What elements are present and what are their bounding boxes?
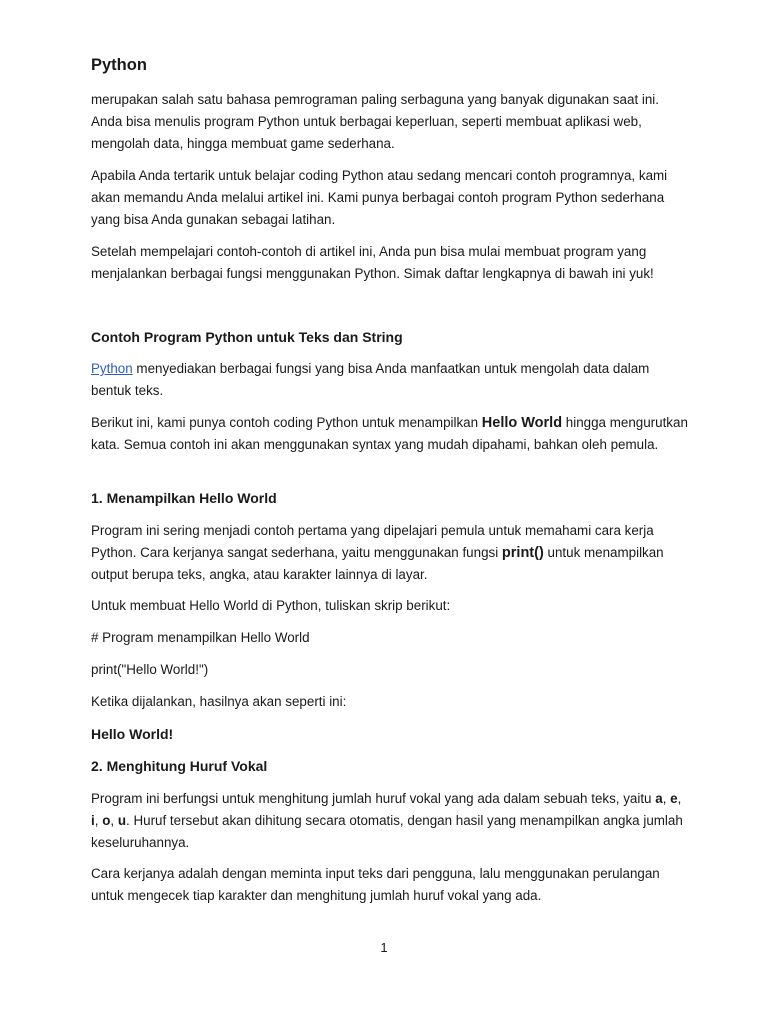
vowel-paragraph-1-text-b: . Huruf tersebut akan dihitung secara otomatis, dengan hasil yang menampilkan angka jumlah keseluruhannya. (91, 813, 683, 850)
section-heading: Contoh Program Python untuk Teks dan String (91, 329, 403, 345)
vowel-o: o (102, 813, 111, 828)
section-paragraph-1 (91, 358, 691, 402)
vowel-separator: , (677, 791, 682, 806)
section-paragraph-2-text-a: Berikut ini, kami punya contoh coding Python untuk menampilkan (91, 415, 482, 430)
code-line-print: print("Hello World!") (91, 662, 209, 677)
code-line-comment: # Program menampilkan Hello World (91, 630, 310, 645)
hello-world-output: Hello World! (91, 726, 174, 742)
hello-world-paragraph-1-text-a: Program ini sering menjadi contoh pertama yang dipelajari pemula untuk memahami cara kerja Python. Cara kerjanya sangat sederhana, yaitu menggunakan fungsi (91, 523, 654, 560)
vowel-i: i (91, 813, 95, 828)
subheading-vowel-count: 2. Menghitung Huruf Vokal (91, 758, 268, 774)
vowel-a: a (655, 791, 663, 806)
vowel-paragraph-1 (91, 788, 691, 854)
vowel-separator: , (662, 791, 671, 806)
vowel-separator: , (94, 813, 103, 828)
section-paragraph-1-text: menyediakan berbagai fungsi yang bisa Anda manfaatkan untuk mengolah data dalam bentuk teks. (91, 361, 650, 398)
hello-world-paragraph-1-text-b: untuk menampilkan output berupa teks, angka, atau karakter lainnya di layar. (91, 545, 664, 582)
hello-world-bold: Hello World (481, 415, 563, 431)
intro-paragraph-1: merupakan salah satu bahasa pemrograman paling serbaguna yang banyak digunakan saat ini. Anda bisa menulis program Python untuk berbagai keperluan, seperti membuat aplikasi web, mengolah data, hingga membuat game sederhana. (91, 92, 659, 151)
vowel-u: u (117, 813, 127, 828)
print-function-bold: print() (501, 545, 544, 561)
python-link[interactable]: Python (91, 361, 133, 376)
hello-world-paragraph-2: Untuk membuat Hello World di Python, tuliskan skrip berikut: (91, 598, 451, 613)
document-title: Python (91, 56, 147, 74)
section-paragraph-2 (91, 412, 691, 456)
page-number: 1 (380, 940, 388, 955)
subheading-hello-world: 1. Menampilkan Hello World (91, 490, 277, 506)
section-paragraph-2-text-b: hingga mengurutkan kata. Semua contoh ini akan menggunakan syntax yang mudah dipahami, bahkan oleh pemula. (91, 415, 688, 452)
intro-paragraph-3: Setelah mempelajari contoh-contoh di artikel ini, Anda pun bisa mulai membuat program yang menjalankan berbagai fungsi menggunakan Python. Simak daftar lengkapnya di bawah ini yuk! (91, 244, 654, 281)
vowel-paragraph-2: Cara kerjanya adalah dengan meminta input teks dari pengguna, lalu menggunakan perulangan untuk mengecek tiap karakter dan menghitung jumlah huruf vokal yang ada. (91, 866, 660, 903)
vowel-paragraph-1-text-a: Program ini berfungsi untuk menghitung jumlah huruf vokal yang ada dalam sebuah teks, yaitu (91, 791, 656, 806)
hello-world-paragraph-3: Ketika dijalankan, hasilnya akan seperti ini: (91, 694, 347, 709)
intro-paragraph-2: Apabila Anda tertarik untuk belajar coding Python atau sedang mencari contoh programnya, kami akan memandu Anda melalui artikel ini. Kami punya berbagai contoh program Python sederhana yang bisa Anda gunakan sebagai latihan. (91, 168, 668, 227)
vowel-separator: , (110, 813, 118, 828)
hello-world-paragraph-1 (91, 520, 691, 586)
vowel-e: e (670, 791, 678, 806)
